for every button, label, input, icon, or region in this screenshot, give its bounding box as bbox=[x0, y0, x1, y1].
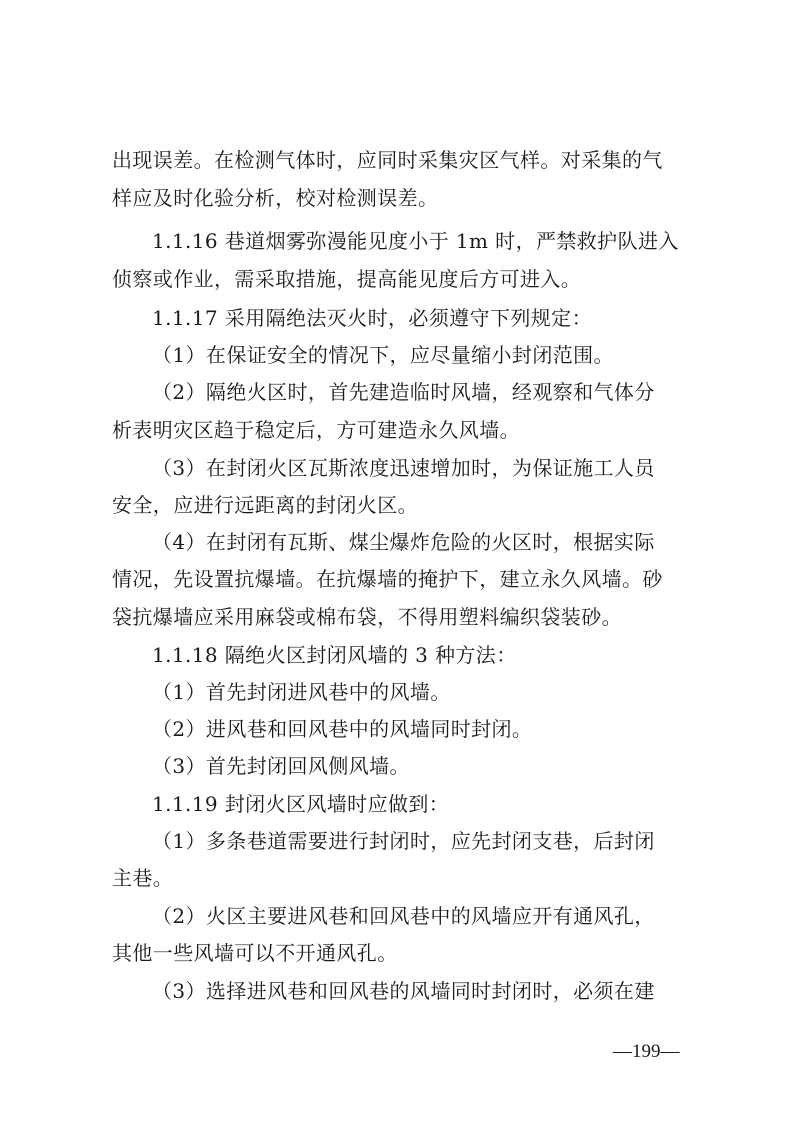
list-item: （3）在封闭火区瓦斯浓度迅速增加时，为保证施工人员 bbox=[152, 456, 655, 480]
clause-1-1-16: 1.1.16 巷道烟雾弥漫能见度小于 1m 时，严禁救护队进入 bbox=[152, 229, 679, 253]
list-item: （1）在保证安全的情况下，应尽量缩小封闭范围。 bbox=[152, 343, 614, 367]
text-line-8: 析表明灾区趋于稳定后，方可建造永久风墙。 bbox=[112, 418, 520, 442]
list-item: （3）选择进风巷和回风巷的风墙同时封闭时，必须在建 bbox=[152, 979, 655, 1003]
text-line-20: 主巷。 bbox=[112, 866, 174, 890]
text-line-4: 侦察或作业，需采取措施，提高能见度后方可进入。 bbox=[112, 267, 582, 291]
list-item: （2）隔绝火区时，首先建造临时风墙，经观察和气体分 bbox=[152, 380, 655, 404]
text-line-1: 出现误差。在检测气体时，应同时采集灾区气样。对采集的气 bbox=[112, 148, 663, 172]
page-number: —199— bbox=[613, 1041, 680, 1062]
list-item: （2）进风巷和回风巷中的风墙同时封闭。 bbox=[152, 717, 533, 741]
text-line-2: 样应及时化验分析，校对检测误差。 bbox=[112, 186, 439, 210]
text-line-13: 袋抗爆墙应采用麻袋或棉布袋，不得用塑料编织袋装砂。 bbox=[112, 605, 622, 629]
clause-1-1-18: 1.1.18 隔绝火区封闭风墙的 3 种方法： bbox=[152, 643, 517, 667]
clause-1-1-19: 1.1.19 封闭火区风墙时应做到： bbox=[152, 792, 450, 816]
list-item: （2）火区主要进风巷和回风巷中的风墙应开有通风孔， bbox=[152, 904, 655, 928]
list-item: （1）首先封闭进风巷中的风墙。 bbox=[152, 680, 451, 704]
text-line-12: 情况，先设置抗爆墙。在抗爆墙的掩护下，建立永久风墙。砂 bbox=[112, 567, 663, 591]
text-line-22: 其他一些风墙可以不开通风孔。 bbox=[112, 941, 398, 965]
list-item: （1）多条巷道需要进行封闭时，应先封闭支巷，后封闭 bbox=[152, 829, 655, 853]
list-item: （3）首先封闭回风侧风墙。 bbox=[152, 754, 410, 778]
list-item: （4）在封闭有瓦斯、煤尘爆炸危险的火区时，根据实际 bbox=[152, 530, 655, 554]
clause-1-1-17: 1.1.17 采用隔绝法灭火时，必须遵守下列规定： bbox=[152, 306, 592, 330]
text-line-10: 安全，应进行远距离的封闭火区。 bbox=[112, 493, 418, 517]
